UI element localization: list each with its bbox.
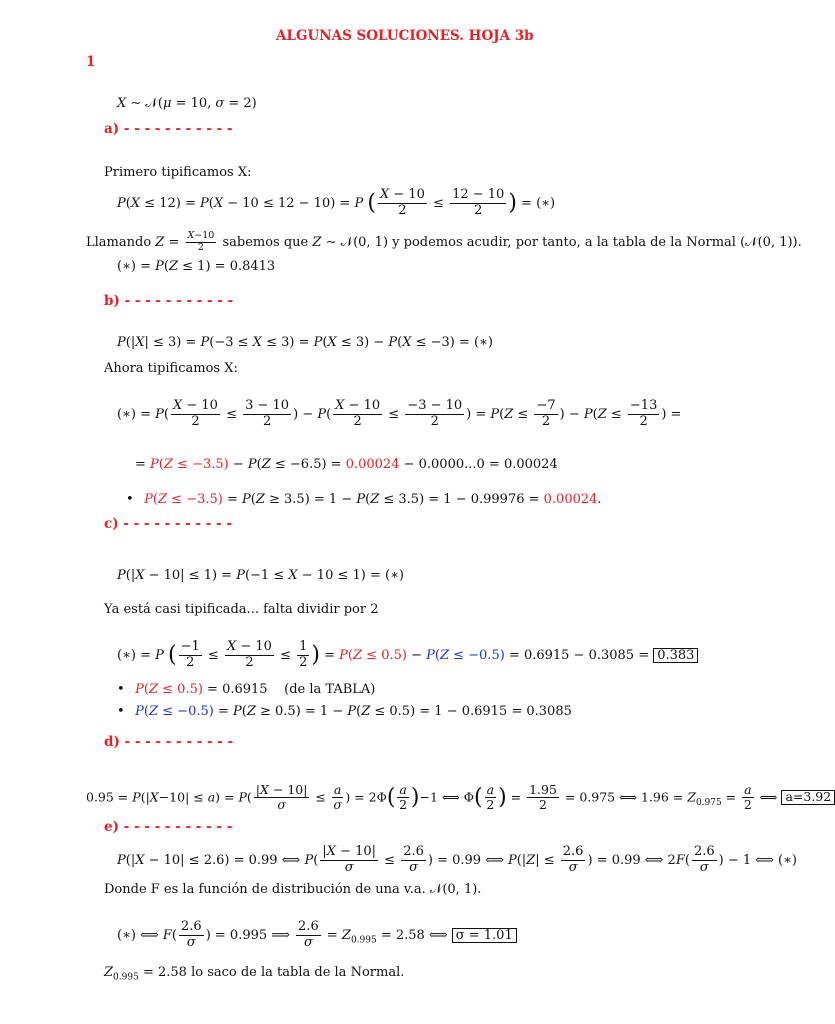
part-e-label: e) - - - - - - - - - - - [104, 819, 233, 835]
distribution-definition: X ∼ 𝒩(μ = 10, σ = 2) [117, 96, 257, 111]
part-c-label: c) - - - - - - - - - - - [104, 516, 232, 532]
part-c-standardization: (∗) = P ( $\frac{-1}{2}$ ≤ $\frac{X - 10}{2}$ ≤ $\frac{1}{2}$ ) = P(Z ≤ 0.5) − P(Z ≤ −0.5) = 0.6915 − 0.3085 = 0.383 [117, 640, 698, 671]
part-d-boxed-answer: a=3.92 [781, 790, 835, 805]
part-c-p1: 0.6915 [222, 682, 268, 697]
part-d-label: d) - - - - - - - - - - - [104, 734, 234, 750]
llamando-line: Llamando Z = $\frac{X-10}{2}$ sabemos que Z ∼ 𝒩(0, 1) y podemos acudir, por tanto, a la tabla de la Normal (𝒩(0, 1)). [86, 230, 802, 253]
donde-f-line: Donde F es la función de distribución de una v.a. 𝒩(0, 1). [104, 882, 482, 897]
part-c-bullet-1: • P(Z ≤ 0.5) = 0.6915 (de la TABLA) [117, 682, 376, 697]
part-c-bullet-2: • P(Z ≤ −0.5) = P(Z ≥ 0.5) = 1 − P(Z ≤ 0.5) = 1 − 0.6915 = 0.3085 [117, 704, 572, 719]
llamando-text: Llamando [86, 234, 152, 250]
part-a-result: (∗) = P(Z ≤ 1) = 0.8413 [117, 259, 276, 274]
part-b-total: 0.00024 [503, 457, 558, 472]
saco-line: $Z_{0.995} = 2.58$ lo saco de la tabla de la Normal. [104, 965, 405, 983]
part-c-boxed-answer: 0.383 [653, 648, 698, 663]
donde-f-text: Donde F es la función de distribución de una v.a. [104, 882, 426, 897]
part-c-p2: 0.3085 [526, 704, 572, 719]
part-b-label: b) - - - - - - - - - - - [104, 293, 234, 309]
part-a-equation: P(X ≤ 12) = P(X − 10 ≤ 12 − 10) = P ( $\frac{X - 10}{2}$ ≤ $\frac{12 - 10}{2}$ ) = (∗) [117, 187, 556, 218]
part-e-equation: P(|X − 10| ≤ 2.6) = 0.99 ⟺ P( $\frac{|X - 10|}{\sigma}$ ≤ $\frac{2.6}{\sigma}$ ) = 0.99 ⟺ P(|Z| ≤ $\frac{2.6}{\sigma}$ ) = 0.99 ⟺ 2F( $\frac{2.6}{\sigma}$ ) − 1 ⟺ (∗) [117, 844, 798, 875]
part-b-result: = P(Z ≤ −3.5) − P(Z ≤ −6.5) = 0.00024 − 0.0000...0 = 0.00024 [135, 457, 558, 472]
part-a-value: 0.8413 [229, 259, 276, 274]
part-b-equation: P(|X| ≤ 3) = P(−3 ≤ X ≤ 3) = P(X ≤ 3) − P(X ≤ −3) = (∗) [117, 335, 493, 350]
part-c-equation: P(|X − 10| ≤ 1) = P(−1 ≤ X − 10 ≤ 1) = (∗) [117, 568, 404, 583]
page-title: ALGUNAS SOLUCIONES. HOJA 3b [276, 28, 534, 44]
part-e-result: (∗) ⟺ F( $\frac{2.6}{\sigma}$ ) = 0.995 ⟹ $\frac{2.6}{\sigma}$ = $Z_{0.995} = 2.58$ ⟺ σ = 1.01 [117, 920, 517, 951]
part-b-bullet: • P(Z ≤ −3.5) = P(Z ≥ 3.5) = 1 − P(Z ≤ 3.5) = 1 − 0.99976 = 0.00024. [126, 492, 602, 507]
tabla-note: (de la TABLA) [284, 682, 376, 697]
part-d-equation: 0.95 = P(|X−10| ≤ a) = P( $\frac{|X - 10|}{\sigma}$ ≤ $\frac{a}{\sigma}$ ) = 2Φ( $\frac{a}{2}$ )−1 ⟺ Φ( $\frac{a}{2}$ ) = $\frac{1.95}{2}$ = 0.975 ⟺ $1.96 = Z_{0.975}$ = $\frac{a}{2}$ ⟺ a=3.92 [86, 783, 835, 813]
tabla-normal-text: y podemos acudir, por tanto, a la tabla de la Normal [392, 234, 736, 250]
section-number: 1 [86, 54, 96, 70]
casi-tipificada-text: Ya está casi tipificada... falta dividir por 2 [104, 602, 379, 617]
part-b-red-value: 0.00024 [345, 457, 400, 472]
part-e-boxed-answer: σ = 1.01 [452, 928, 517, 943]
z995-value: 2.58 [157, 965, 187, 980]
part-a-label: a) - - - - - - - - - - - [104, 121, 233, 137]
part-b-standardization: (∗) = P( $\frac{X - 10}{2}$ ≤ $\frac{3 - 10}{2}$ ) − P( $\frac{X - 10}{2}$ ≤ $\frac{-3 - 10}{2}$ ) = P(Z ≤ $\frac{-7}{2}$ ) − P(Z ≤ $\frac{-13}{2}$ ) = [117, 398, 682, 429]
ahora-text: Ahora tipificamos X: [104, 361, 238, 376]
tipificamos-text: Primero tipificamos X: [104, 165, 252, 180]
sabemos-text: sabemos que [222, 234, 309, 250]
saco-text: lo saco de la tabla de la Normal. [191, 965, 405, 980]
